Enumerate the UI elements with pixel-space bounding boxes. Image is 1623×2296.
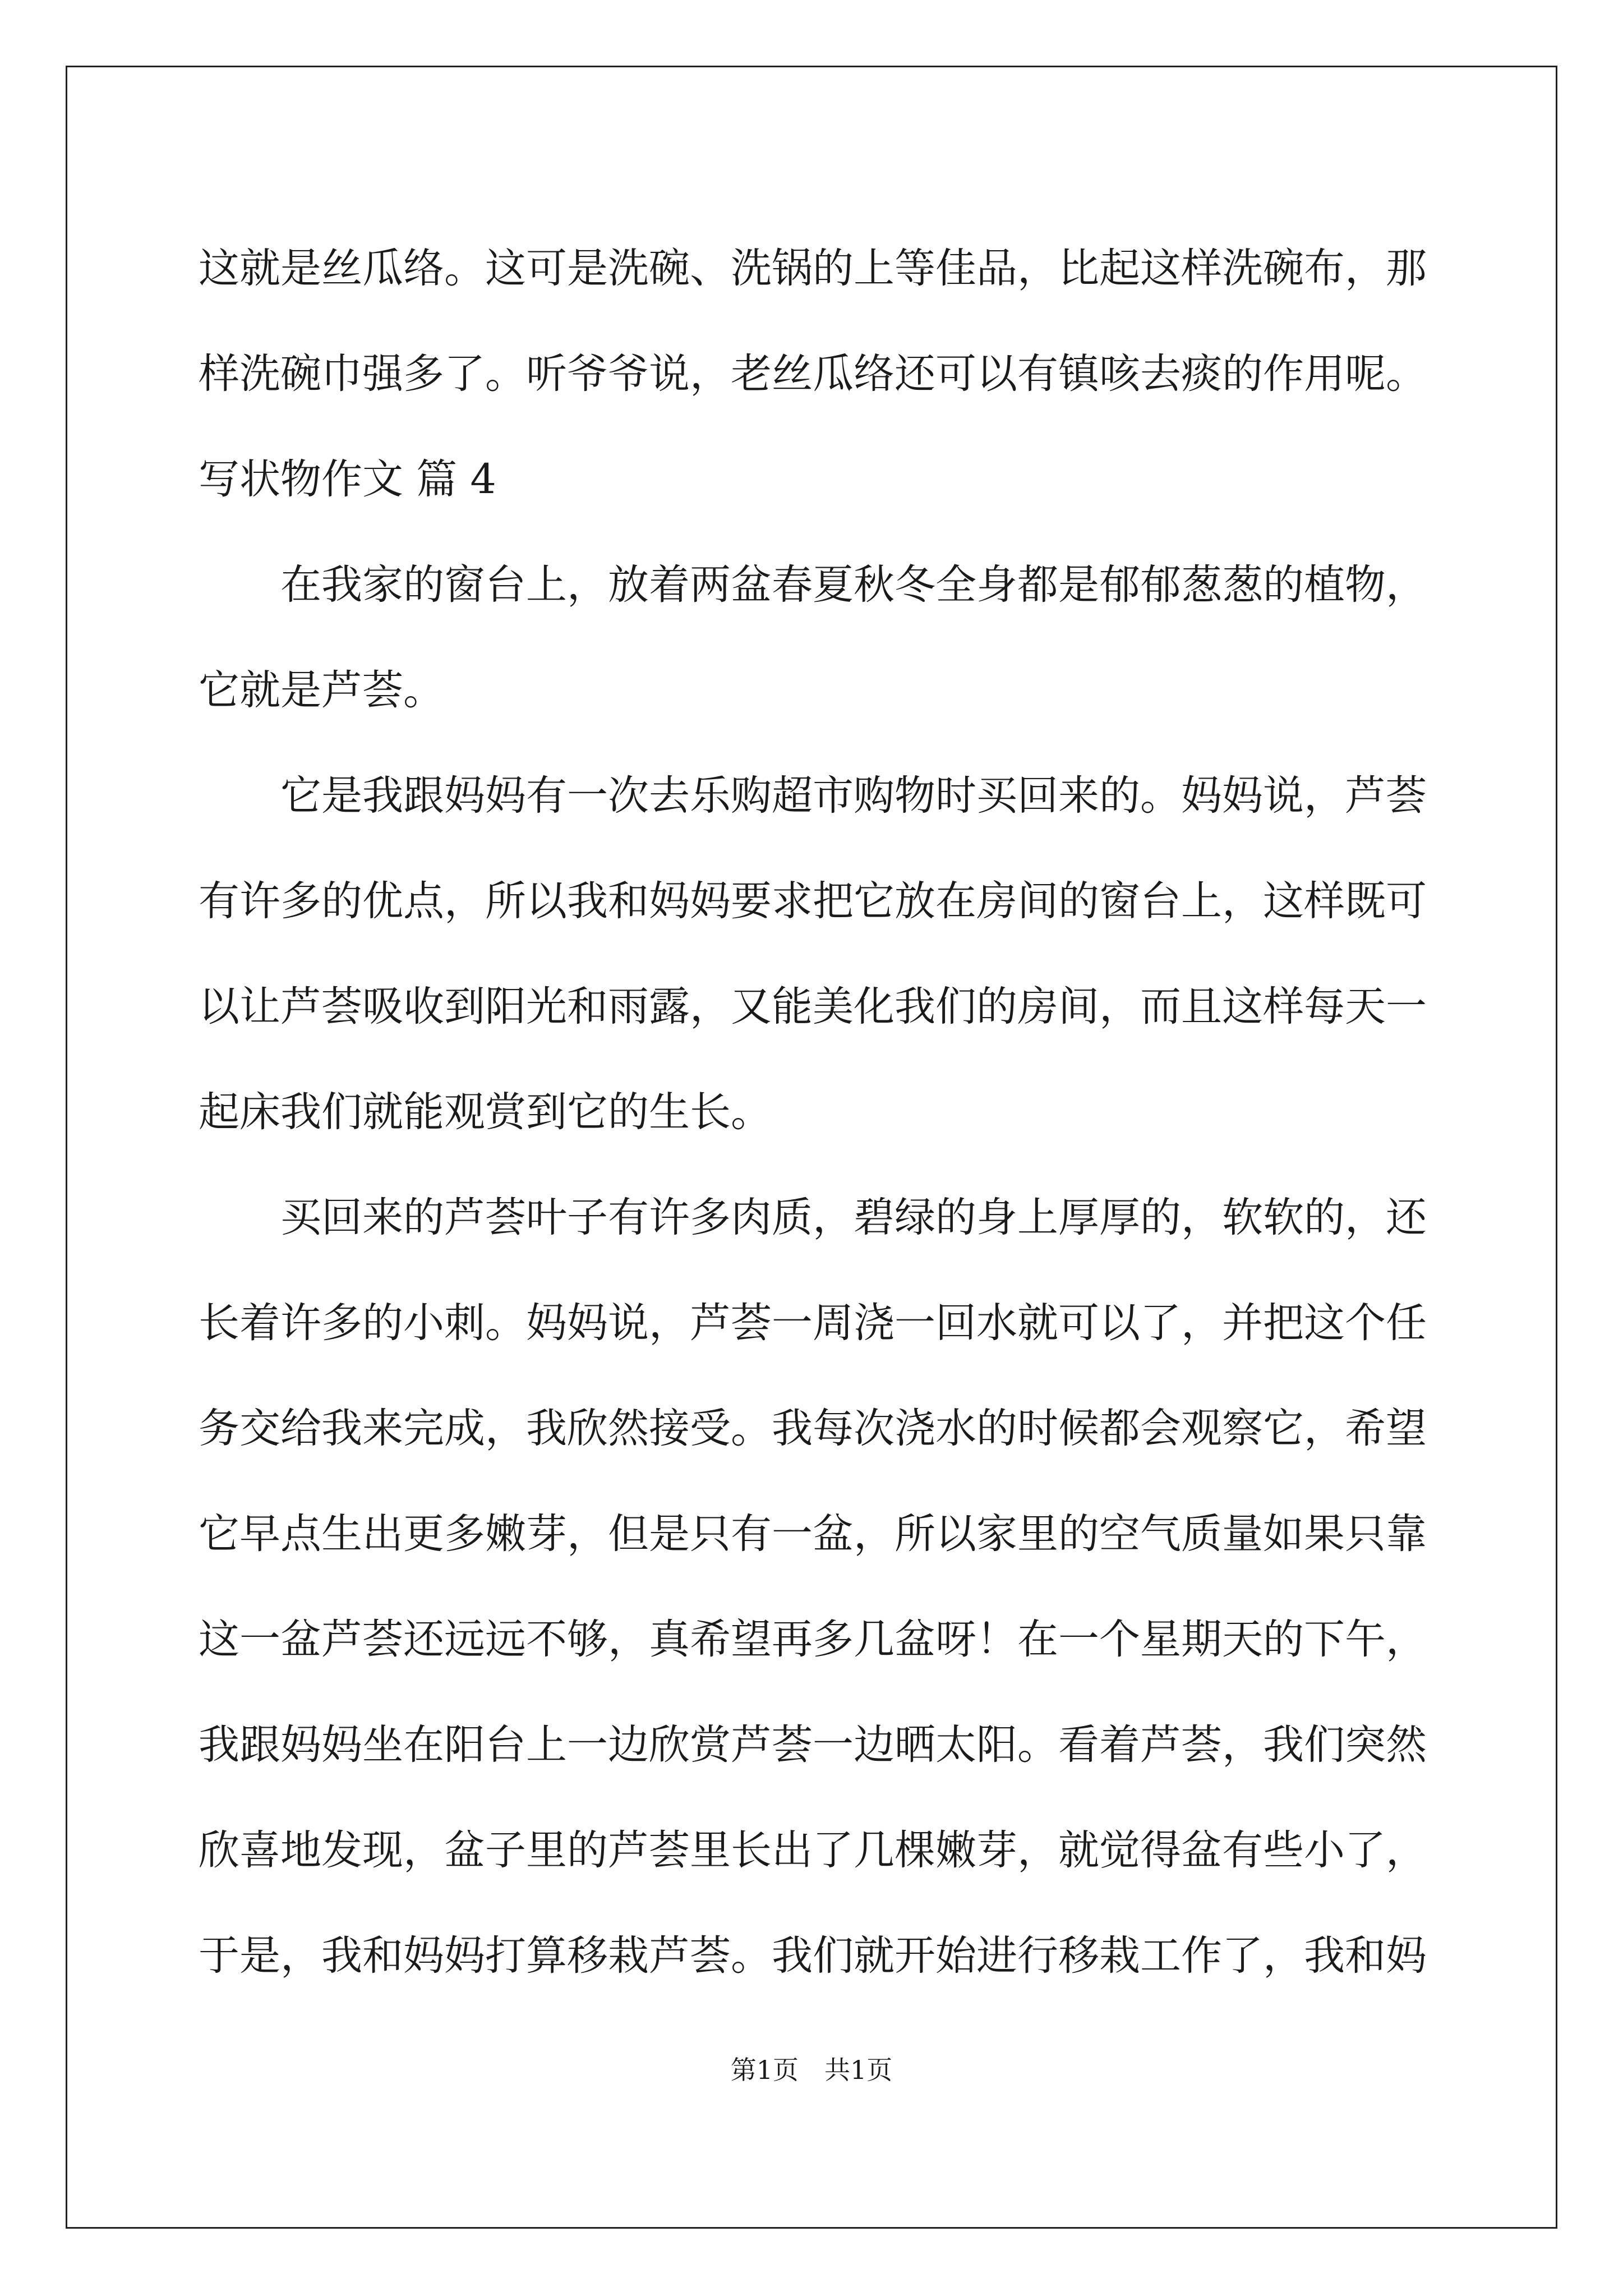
text-line: 它早点生出更多嫩芽，但是只有一盆，所以家里的空气质量如果只靠 — [199, 1510, 1427, 1558]
text-line: 务交给我来完成，我欣然接受。我每次浇水的时候都会观察它，希望 — [199, 1405, 1427, 1452]
text-line: 它就是芦荟。 — [199, 666, 444, 714]
text-line: 在我家的窗台上，放着两盆春夏秋冬全身都是郁郁葱葱的植物， — [280, 561, 1427, 609]
text-line: 这就是丝瓜络。这可是洗碗、洗锅的上等佳品，比起这样洗碗布，那 — [199, 245, 1427, 292]
paragraph — [199, 532, 1432, 743]
text-line: 欣喜地发现，盆子里的芦荟里长出了几棵嫩芽，就觉得盆有些小了， — [199, 1826, 1427, 1874]
text-line: 以让芦荟吸收到阳光和雨露，又能美化我们的房间，而且这样每天一 — [199, 983, 1427, 1030]
text-line: 长着许多的小刺。妈妈说，芦荟一周浇一回水就可以了，并把这个任 — [199, 1299, 1427, 1347]
text-line: 有许多的优点，所以我和妈妈要求把它放在房间的窗台上，这样既可 — [199, 877, 1427, 925]
text-line: 买回来的芦荟叶子有许多肉质，碧绿的身上厚厚的，软软的，还 — [280, 1194, 1427, 1241]
page-total: 共1页 — [824, 2055, 893, 2085]
text-line: 于是，我和妈妈打算移栽芦荟。我们就开始进行移栽工作了，我和妈 — [199, 1932, 1427, 1980]
text-line: 这一盆芦荟还远远不够，真希望再多几盆呀！在一个星期天的下午， — [199, 1616, 1427, 1663]
text-line: 我跟妈妈坐在阳台上一边欣赏芦荟一边晒太阳。看着芦荟，我们突然 — [199, 1721, 1427, 1769]
page-footer — [0, 2053, 1623, 2087]
document-body — [199, 216, 1432, 2009]
section-heading: 写状物作文 篇 4 — [199, 455, 496, 503]
text-line: 样洗碗巾强多了。听爷爷说，老丝瓜络还可以有镇咳去痰的作用呢。 — [199, 350, 1427, 398]
paragraph — [199, 743, 1432, 1165]
text-line: 起床我们就能观赏到它的生长。 — [199, 1088, 772, 1136]
page-number: 第1页 — [730, 2055, 799, 2085]
text-line: 它是我跟妈妈有一次去乐购超市购物时买回来的。妈妈说，芦荟 — [280, 772, 1427, 820]
paragraph — [199, 1165, 1432, 2009]
